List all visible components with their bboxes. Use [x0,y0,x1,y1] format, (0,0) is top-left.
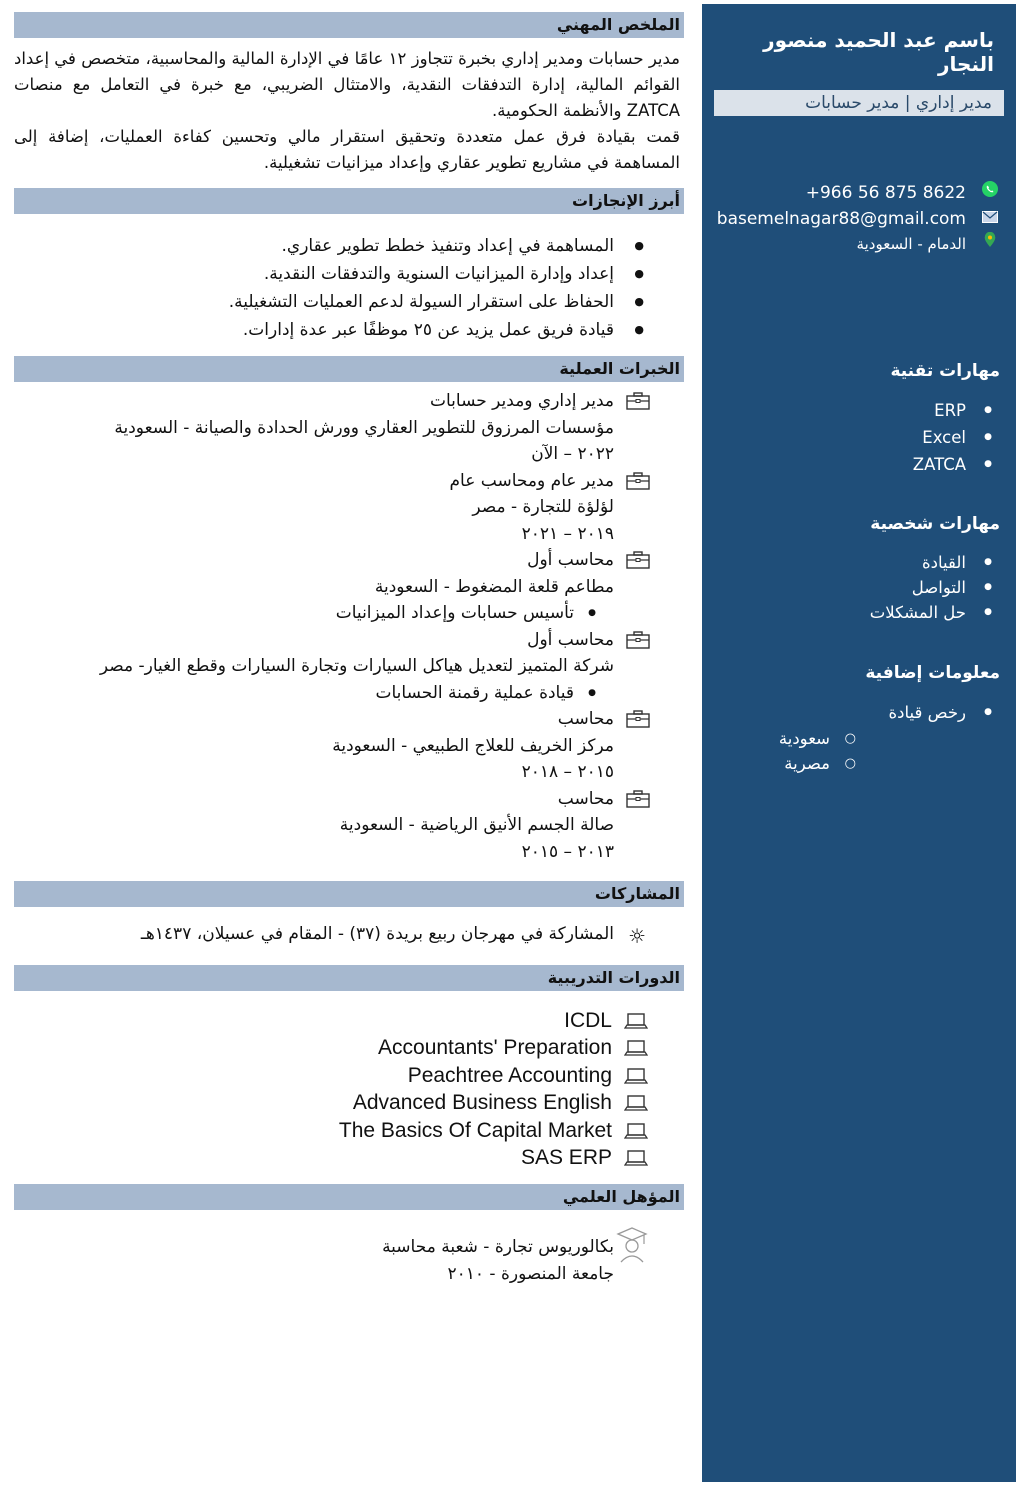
phone-number: +966 56 875 8622 [805,183,966,203]
job-bullets [14,680,614,707]
laptop-icon [624,1149,648,1167]
tech-skills-list [702,397,1016,478]
section-heading-education: المؤهل العلمي [14,1184,684,1210]
section-heading-participations: المشاركات [14,881,684,907]
job-period: ٢٠١٣ – ٢٠١٥ [521,841,614,862]
course-name: Advanced Business English [352,1091,612,1115]
job-company: صالة الجسم الأنيق الرياضية - السعودية [339,815,614,835]
main-column [14,12,684,1288]
mail-icon [980,207,1000,232]
list-item: ○ مصرية [702,751,830,776]
soft-skills-list [702,550,1016,625]
course-name: ICDL [564,1008,612,1032]
sidebar [702,4,1016,1482]
list-item: ● رخص قيادة [702,699,966,726]
list-item [14,1090,648,1118]
briefcase-icon [626,631,650,649]
job-entry [14,786,684,866]
sun-icon: ☼ [628,924,646,948]
course-name: The Basics Of Capital Market [338,1118,612,1142]
job-company: مركز الخريف للعلاج الطبيعي - السعودية [332,735,614,756]
experience-list [14,382,684,873]
degree: بكالوريوس تجارة - شعبة محاسبة [382,1237,614,1257]
list-item: ● التواصل [702,575,966,600]
job-title: مدير إداري ومدير حسابات [429,391,614,411]
job-entry [14,547,684,627]
section-heading-soft-skills: مهارات شخصية [870,514,1000,534]
section-heading-experience: الخبرات العملية [14,356,684,382]
list-item: ● القيادة [702,550,966,575]
list-item: ○ سعودية [702,726,830,751]
job-company: شركة المتميز لتعديل هياكل السيارات وتجارة السيارات وقطع الغيار- مصر [99,656,614,676]
summary-text [14,38,684,176]
laptop-icon [624,1122,648,1140]
section-heading-extra-info: معلومات إضافية [865,663,1000,683]
job-period: ٢٠١٩ – ٢٠٢١ [521,523,614,544]
laptop-icon [624,1094,648,1112]
participation-entry [14,907,684,965]
whatsapp-icon [980,180,1000,207]
section-heading-courses: الدورات التدريبية [14,965,684,991]
course-name: SAS ERP [520,1146,612,1170]
job-period: ٢٠٢٢ – الآن [531,444,614,464]
contact-info [702,180,1016,257]
list-item: ● قيادة فريق عمل يزيد عن ٢٥ موظفًا عبر عدة إدارات. [14,316,614,344]
briefcase-icon [626,392,650,410]
list-item: ● تأسيس حسابات وإعداد الميزانيات [14,600,574,627]
phone-row[interactable] [702,180,1000,207]
course-name: Peachtree Accounting [407,1063,612,1087]
briefcase-icon [626,551,650,569]
laptop-icon [624,1067,648,1085]
participation-text: المشاركة في مهرجان ربيع بريدة (٣٧) - المقام في عسيلان، ١٤٣٧هـ [140,924,614,944]
job-title: مدير عام ومحاسب عام [449,470,614,491]
job-company: لؤلؤة للتجارة - مصر [472,497,614,517]
location-row [702,232,1000,257]
list-item [14,1145,648,1173]
laptop-icon [624,1012,648,1030]
summary-paragraph: مدير حسابات ومدير إداري بخبرة تتجاوز ١٢ عامًا في الإدارة المالية والمحاسبية، متخصص في إعداد القوائم المالية، إدارة التدفقات النقدية، والامتثال الضريبي، مع خبرة في التعامل مع منصات ZATCA والأنظمة الحكومية. [14,49,681,120]
email-address: basemelnagar88@gmail.com [716,209,966,229]
licenses-list [702,726,1016,776]
job-title-badge: مدير إداري | مدير حسابات [714,90,1004,116]
job-entry [14,627,684,707]
email-row[interactable] [702,207,1000,232]
briefcase-icon [626,710,650,728]
job-entry [14,388,684,468]
list-item [14,1117,648,1145]
job-period: ٢٠١٥ – ٢٠١٨ [521,762,614,782]
job-entry [14,468,684,548]
list-item: ● ERP [702,397,966,424]
map-pin-icon [980,232,1000,257]
job-company: مؤسسات المرزوق للتطوير العقاري وورش الحدادة والصيانة - السعودية [114,417,614,438]
list-item: ● قيادة عملية رقمنة الحسابات [14,680,574,707]
job-entry [14,706,684,786]
job-title: محاسب [557,709,614,729]
job-company: مطاعم قلعة المضغوط - السعودية [374,576,614,597]
courses-list [14,991,684,1184]
briefcase-icon [626,472,650,490]
list-item [14,1007,648,1035]
course-name: Accountants' Preparation [378,1036,612,1060]
job-bullets [14,600,614,627]
education-entry [14,1210,684,1288]
summary-paragraph: قمت بقيادة فرق عمل متعددة وتحقيق استقرار مالي وتحسين كفاءة العمليات، إضافة إلى المساهمة في مشاريع تطوير عقاري وإعداد ميزانيات تشغيلية. [14,127,680,172]
location-text: الدمام - السعودية [856,235,966,253]
briefcase-icon [626,790,650,808]
job-title: محاسب أول [527,550,614,570]
achievements-list [14,214,684,356]
graduate-icon [614,1224,650,1264]
list-item: ● حل المشكلات [702,600,966,625]
section-heading-tech-skills: مهارات تقنية [890,361,1000,381]
list-item [14,1062,648,1090]
list-item [14,1035,648,1063]
extra-info-list [702,699,1016,726]
list-item: ● المساهمة في إعداد وتنفيذ خطط تطوير عقاري. [14,232,614,260]
list-item: ● إعداد وإدارة الميزانيات السنوية والتدفقات النقدية. [14,260,614,288]
section-heading-summary: الملخص المهني [14,12,684,38]
section-heading-achievements: أبرز الإنجازات [14,188,684,214]
candidate-name: باسم عبد الحميد منصور النجار [763,28,994,76]
job-title: محاسب أول [527,629,614,650]
job-title: محاسب [557,788,614,809]
university: جامعة المنصورة - ٢٠١٠ [447,1264,614,1284]
list-item: ● Excel [702,424,966,451]
list-item: ● ZATCA [702,451,966,478]
laptop-icon [624,1039,648,1057]
list-item: ● الحفاظ على استقرار السيولة لدعم العمليات التشغيلية. [14,288,614,316]
